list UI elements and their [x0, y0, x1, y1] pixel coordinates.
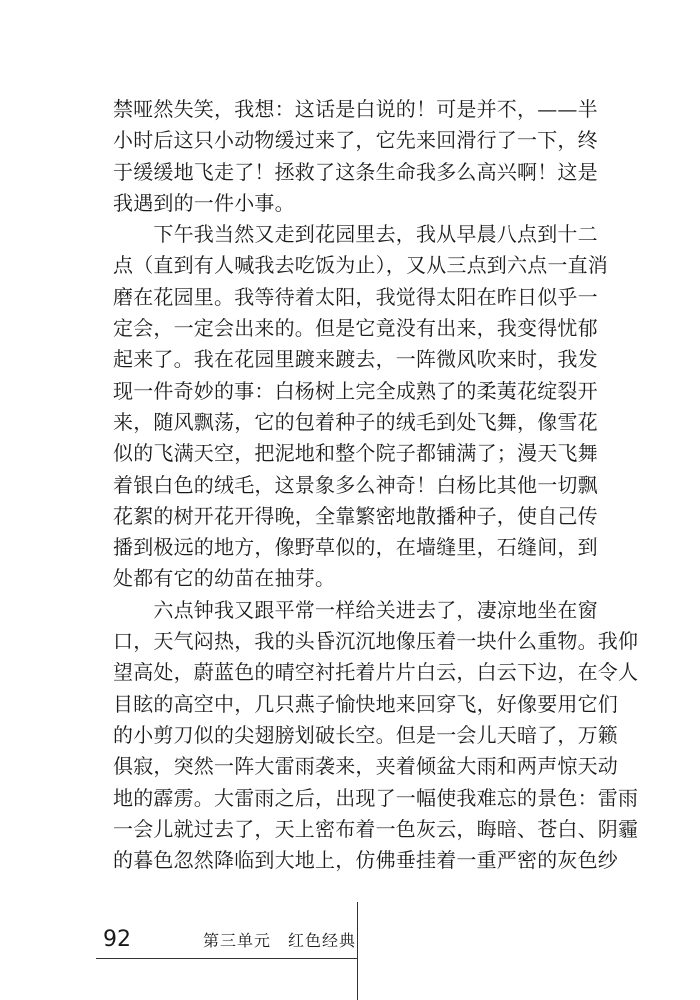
text-line: 目眩的高空中，几只燕子愉快地来回穿飞，好像要用它们: [113, 691, 618, 716]
text-line: 的暮色忽然降临到大地上，仿佛垂挂着一重严密的灰色纱: [113, 848, 618, 873]
text-line: 似的飞满天空，把泥地和整个院子都铺满了；漫天飞舞: [113, 441, 598, 466]
body-text: [113, 94, 639, 876]
text-line: 望高处，蔚蓝色的晴空衬托着片片白云，白云下边，在令人: [113, 660, 639, 685]
text-line: 播到极远的地方，像野草似的，在墙缝里，石缝间，到: [113, 535, 598, 560]
text-line: 六点钟我又跟平常一样给关进去了，凄凉地坐在窗: [113, 597, 598, 622]
text-line: 点（直到有人喊我去吃饭为止），又从三点到六点一直消: [113, 253, 608, 278]
text-line: 俱寂，突然一阵大雷雨袭来，夹着倾盆大雨和两声惊天动: [113, 754, 618, 779]
text-line: 花絮的树开花开得晚，全靠繁密地散播种子，使自己传: [113, 503, 598, 528]
unit-title: 第三单元 红色经典: [203, 931, 357, 950]
text-line: 来，随风飘荡，它的包着种子的绒毛到处飞舞，像雪花: [113, 409, 598, 434]
text-line: 处都有它的幼苗在抽芽。: [113, 566, 336, 591]
text-line: 一会儿就过去了，天上密布着一色灰云，晦暗、苍白、阴霾: [113, 816, 639, 841]
text-line: 口，天气闷热，我的头昏沉沉地像压着一块什么重物。我仰: [113, 629, 639, 654]
text-line: 小时后这只小动物缓过来了，它先来回滑行了一下，终: [113, 128, 598, 153]
text-line: 的小剪刀似的尖翅膀划破长空。但是一会儿天暗了，万籁: [113, 722, 618, 747]
text-line: 下午我当然又走到花园里去，我从早晨八点到十二: [113, 222, 598, 247]
text-line: 磨在花园里。我等待着太阳，我觉得太阳在昨日似乎一: [113, 284, 598, 309]
text-line: 禁哑然失笑，我想：这话是白说的！可是并不，——半: [113, 97, 598, 121]
text-line: 于缓缓地飞走了！拯救了这条生命我多么高兴啊！这是: [113, 159, 598, 184]
text-line: 地的霹雳。大雷雨之后，出现了一幅使我难忘的景色：雷雨: [113, 785, 639, 810]
footer-horizontal-rule: [96, 958, 358, 959]
page-number: 92: [103, 927, 131, 952]
text-line: 现一件奇妙的事：白杨树上完全成熟了的柔荑花绽裂开: [113, 378, 598, 403]
text-line: 起来了。我在花园里踱来踱去，一阵微风吹来时，我发: [113, 347, 598, 372]
text-line: 我遇到的一件小事。: [113, 190, 295, 215]
text-line: 定会，一定会出来的。但是它竟没有出来，我变得忧郁: [113, 316, 598, 341]
text-line: 着银白色的绒毛，这景象多么神奇！白杨比其他一切飘: [113, 472, 598, 497]
footer-vertical-rule: [357, 902, 358, 1000]
